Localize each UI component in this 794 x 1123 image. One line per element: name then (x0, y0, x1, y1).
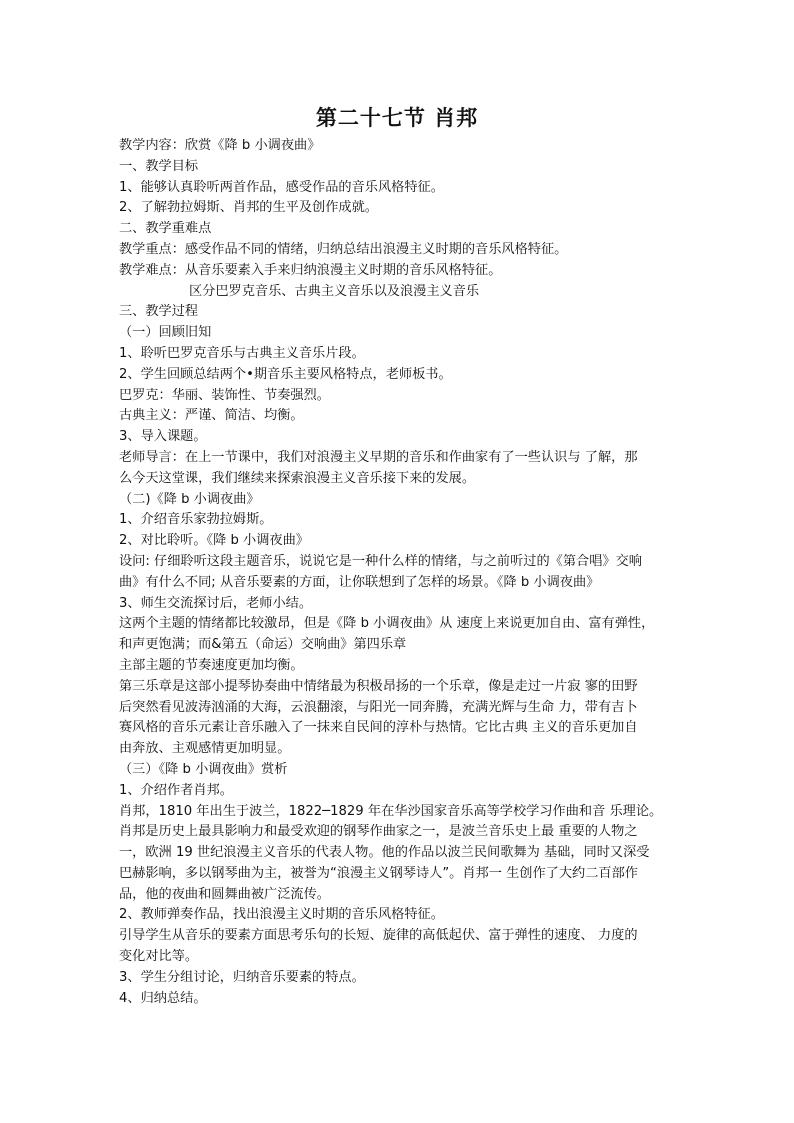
text-line: 教学重点：感受作品不同的情绪，归纳总结出浪漫主义时期的音乐风格特征。 (119, 241, 568, 257)
page-title: 第二十七节 肖邦 (315, 105, 479, 130)
text-line: 变化对比等。 (119, 949, 199, 965)
text-line: 主部主题的节奏速度更加均衡。 (119, 657, 304, 673)
text-line: 曲》有什么不同; 从音乐要素的方面，让你联想到了怎样的场景。《降 b 小调夜曲》 (119, 574, 600, 590)
subsection-heading: （一）回顾旧知 (119, 325, 212, 341)
text-line: 区分巴罗克音乐、古典主义音乐以及浪漫主义音乐 (189, 283, 480, 299)
section-heading: 三、教学过程 (119, 304, 199, 320)
section-heading: 二、教学重难点 (119, 221, 212, 237)
text-line: 引导学生从音乐的要素方面思考乐句的长短、旋律的高低起伏、富于弹性的速度、 力度的 (119, 928, 638, 944)
text-line: 3、学生分组讨论，归纳音乐要素的特点。 (119, 969, 365, 985)
text-line: 后突然看见波涛汹涌的大海，云浪翻滚，与阳光一同奔腾，充满光辉与生命 力，带有吉卜 (119, 699, 638, 715)
text-line: 1、聆听巴罗克音乐与古典主义音乐片段。 (119, 345, 365, 361)
text-line: 1、介绍音乐家勃拉姆斯。 (119, 512, 273, 528)
text-line: 教学难点：从音乐要素入手来归纳浪漫主义时期的音乐风格特征。 (119, 262, 502, 278)
text-line: 1、介绍作者肖邦。 (119, 782, 233, 798)
section-heading: 一、教学目标 (119, 158, 199, 174)
text-line: 一，欧洲 19 世纪浪漫主义音乐的代表人物。他的作品以波兰民间歌舞为 基础，同时又深受 (119, 845, 650, 861)
text-line: 肖邦，1810 年出生于波兰，1822─1829 年在华沙国家音乐高等学校学习作曲和音 乐理论。 (119, 803, 663, 819)
text-line: 1、能够认真聆听两首作品，感受作品的音乐风格特征。 (119, 179, 444, 195)
text-line: 4、归纳总结。 (119, 990, 207, 1006)
text-line: 2、教师弹奏作品，找出浪漫主义时期的音乐风格特征。 (119, 907, 444, 923)
text-line: 设问: 仔细聆听这段主题音乐，说说它是一种什么样的情绪，与之前听过的《第合唱》交响 (119, 553, 642, 569)
text-line: 这两个主题的情绪都比较激昂，但是《降 b 小调夜曲》从 速度上来说更加自由、富有弹性， (119, 616, 655, 632)
text-line: 古典主义：严谨、简洁、均衡。 (119, 408, 304, 424)
text-line: 教学内容：欣赏《降 b 小调夜曲》 (119, 138, 321, 153)
text-line: 2、学生回顾总结两个•期音乐主要风格特点，老师板书。 (119, 366, 452, 382)
document-body (119, 136, 679, 1009)
text-line: 第三乐章是这部小提琴协奏曲中情绪最为积极昂扬的一个乐章，像是走过一片寂 寥的田野 (119, 678, 638, 694)
text-line: 和声更饱满；而&第五（命运）交响曲》第四乐章 (119, 637, 407, 653)
text-line: 老师导言：在上一节课中，我们对浪漫主义早期的音乐和作曲家有了一些认识与 了解，那 (119, 449, 638, 465)
subsection-heading: （二)《降 b 小调夜曲》 (119, 491, 260, 507)
text-line: 2、了解勃拉姆斯、肖邦的生平及创作成就。 (119, 200, 378, 216)
text-line: 品，他的夜曲和圆舞曲被广泛流传。 (119, 886, 330, 902)
text-line: 么今天这堂课，我们继续来探索浪漫主义音乐接下来的发展。 (119, 470, 476, 486)
subsection-heading: （三）《降 b 小调夜曲》赏析 (119, 761, 288, 777)
text-line: 由奔放、主观感情更加明显。 (119, 741, 291, 757)
text-line: 肖邦是历史上最具影响力和最受欢迎的钢琴作曲家之一，是波兰音乐史上最 重要的人物之 (119, 824, 638, 840)
text-line: 3、师生交流探讨后，老师小结。 (119, 595, 313, 611)
text-line: 3、导入课题。 (119, 429, 207, 445)
text-line: 巴罗克：华丽、装饰性、节奏强烈。 (119, 387, 330, 403)
text-line: 巴赫影响，多以钢琴曲为主，被誉为“浪漫主义钢琴诗人”。肖邦一 生创作了大约二百部作 (119, 865, 638, 881)
text-line: 2、对比聆听。《降 b 小调夜曲》 (119, 533, 309, 549)
text-line: 赛风格的音乐元素让音乐融入了一抹来自民间的淳朴与热情。它比古典 主义的音乐更加自 (119, 720, 638, 736)
